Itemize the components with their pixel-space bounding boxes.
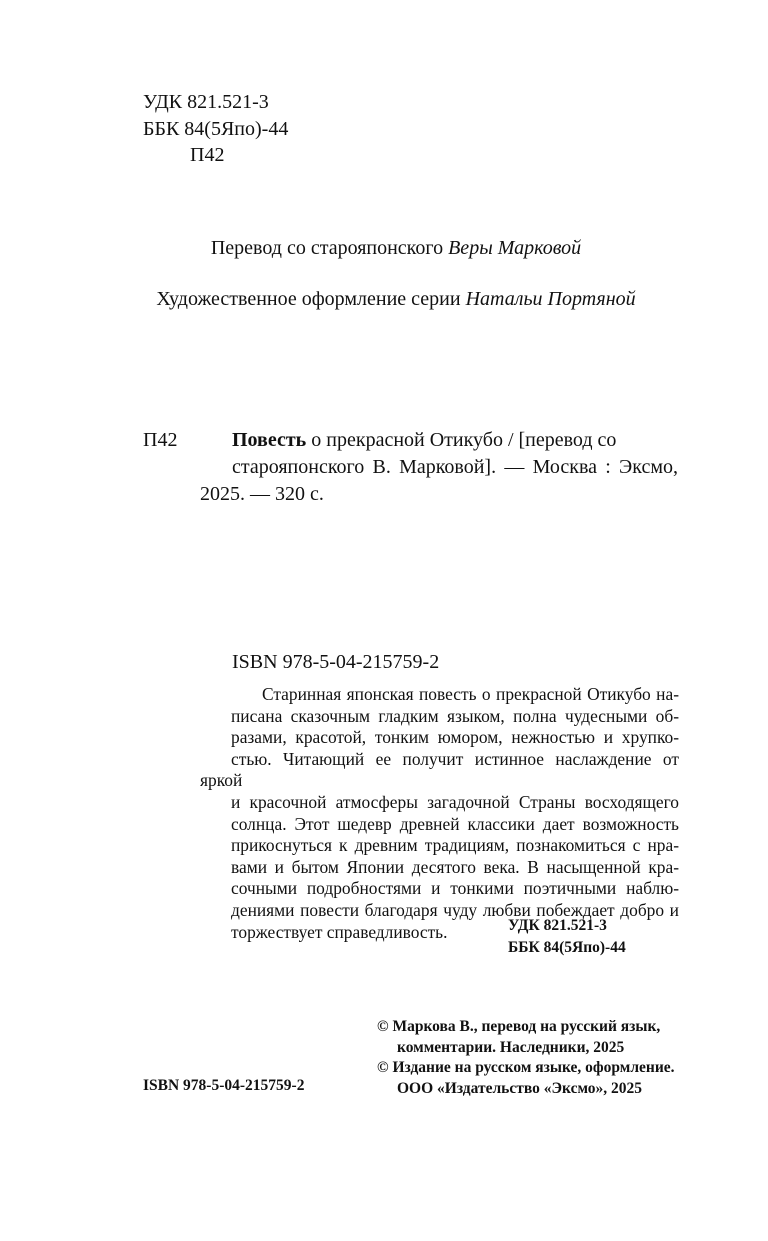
biblio-title: Повесть [232, 429, 307, 451]
biblio-line2: старояпонского В. Марковой]. — Москва : Эксмо, [232, 456, 678, 478]
annotation-udk: УДК 821.521-3 [508, 917, 607, 934]
annotation-line: торжествует справедливость. [231, 921, 448, 942]
annotation-line: разами, красотой, тонким юмором, нежностью и хрупко- [231, 727, 679, 748]
translation-credit [12, 235, 768, 261]
copyright-line: ООО «Издательство «Эксмо», 2025 [397, 1079, 643, 1097]
annotation-line: стью. Читающий ее получит истинное наслаждение от яркой [200, 748, 679, 791]
isbn-main: ISBN 978-5-04-215759-2 [232, 651, 440, 673]
biblio-line1: о прекрасной Отикубо / [перевод со [306, 429, 617, 451]
annotation-line: дениями повести благодаря чуду любви побеждает добро и [231, 899, 679, 920]
annotation-line: прикоснуться к древним традициям, познакомиться с нра- [231, 835, 679, 856]
annotation [200, 684, 679, 943]
translation-credit-prefix: Перевод со старояпонского [210, 237, 449, 259]
isbn-bottom: ISBN 978-5-04-215759-2 [143, 1077, 305, 1094]
translator-name: Веры Марковой [448, 237, 582, 259]
annotation-line: писана сказочным гладким языком, полна чудесными об- [231, 705, 679, 726]
copyright-line: © Маркова В., перевод на русский язык, [377, 1018, 661, 1035]
annotation-line: и красочной атмосферы загадочной Страны восходящего [231, 791, 679, 812]
biblio-author-mark: П42 [143, 429, 178, 451]
biblio-line3: 2025. — 320 с. [200, 483, 324, 505]
design-credit-prefix: Художественное оформление серии [156, 288, 466, 310]
annotation-line: Старинная японская повесть о прекрасной Отикубо на- [262, 684, 679, 704]
copyright-line: комментарии. Наследники, 2025 [397, 1038, 625, 1056]
author-mark: П42 [190, 144, 225, 166]
annotation-line: вами и бытом Японии десятого века. В насыщенной кра- [231, 856, 679, 877]
bibliographic-record [200, 427, 678, 508]
annotation-line: сочными подробностями и тонкими поэтичными наблю- [231, 878, 679, 899]
bbk-code: ББК 84(5Япо)-44 [143, 118, 289, 140]
design-credit [12, 286, 768, 312]
udk-code: УДК 821.521-3 [143, 91, 269, 113]
copyright-block [377, 1017, 675, 1099]
designer-name: Натальи Портяной [465, 288, 636, 310]
copyright-line: © Издание на русском языке, оформление. [377, 1059, 675, 1076]
annotation-line: солнца. Этот шедевр древней классики дает возможность [231, 813, 679, 834]
annotation-bbk: ББК 84(5Япо)-44 [508, 939, 626, 956]
